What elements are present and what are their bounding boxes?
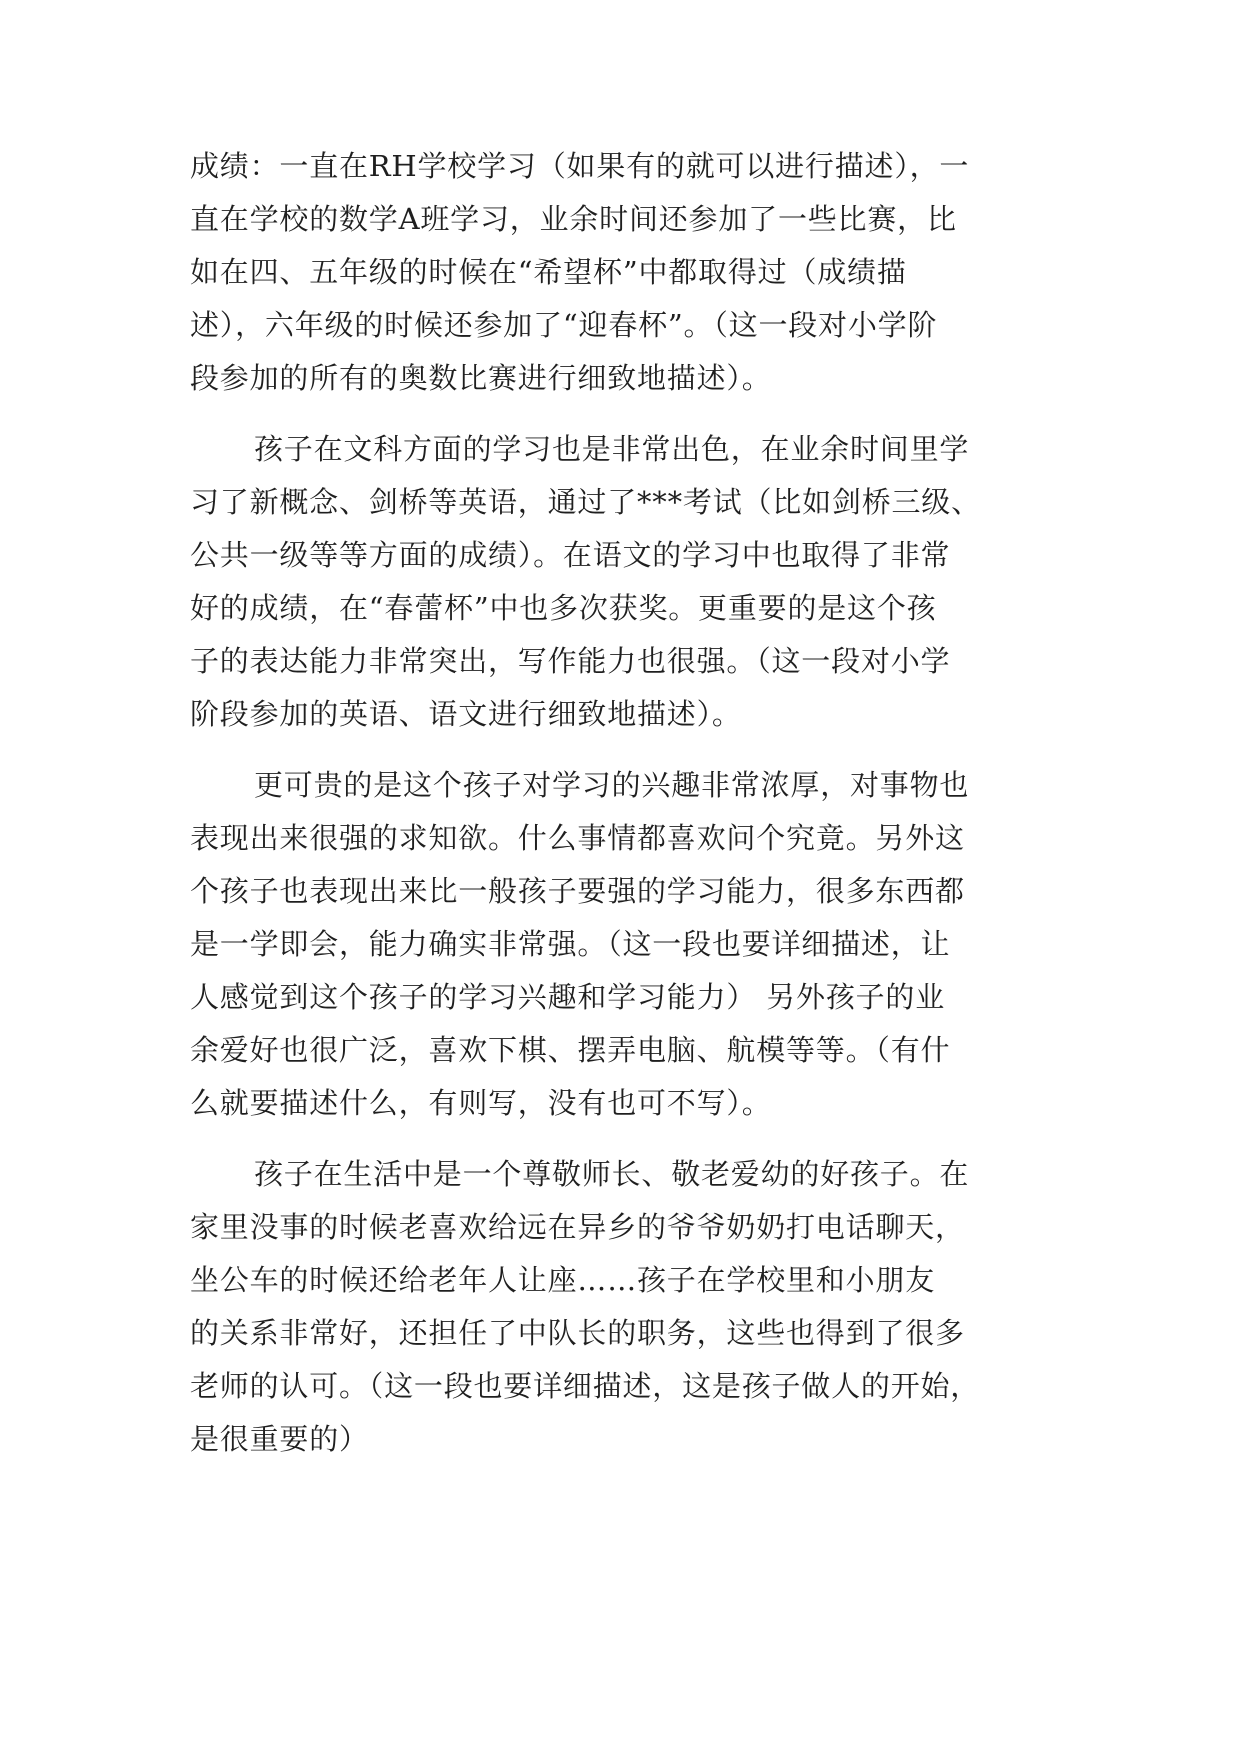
text-line: 直在学校的数学A班学习，业余时间还参加了一些比赛，比 bbox=[190, 202, 957, 236]
text-line: 阶段参加的英语、语文进行细致地描述）。 bbox=[190, 697, 742, 731]
text-line: 好的成绩，在“春蕾杯”中也多次获奖。更重要的是这个孩 bbox=[190, 591, 937, 625]
text-line: 表现出来很强的求知欲。什么事情都喜欢问个究竟。另外这 bbox=[190, 821, 965, 855]
paragraph-first-line: 孩子在文科方面的学习也是非常出色，在业余时间里学 bbox=[254, 432, 970, 466]
text-line: 老师的认可。（这一段也要详细描述，这是孩子做人的开始， bbox=[190, 1369, 981, 1403]
text-line: 是很重要的） bbox=[190, 1422, 369, 1456]
text-line: 坐公车的时候还给老年人让座……孩子在学校里和小朋友 bbox=[190, 1263, 936, 1297]
text-line: 述），六年级的时候还参加了“迎春杯”。（这一段对小学阶 bbox=[190, 308, 938, 342]
paragraph-first-line: 更可贵的是这个孩子对学习的兴趣非常浓厚，对事物也 bbox=[254, 768, 970, 802]
text-line: 么就要描述什么，有则写，没有也可不写）。 bbox=[190, 1086, 772, 1120]
text-line: 是一学即会，能力确实非常强。（这一段也要详细描述，让 bbox=[190, 927, 951, 961]
text-line: 个孩子也表现出来比一般孩子要强的学习能力，很多东西都 bbox=[190, 874, 965, 908]
text-line: 段参加的所有的奥数比赛进行细致地描述）。 bbox=[190, 361, 772, 395]
paragraph-first-line: 孩子在生活中是一个尊敬师长、敬老爱幼的好孩子。在 bbox=[254, 1157, 970, 1191]
text-line: 如在四、五年级的时候在“希望杯”中都取得过（成绩描 bbox=[190, 255, 907, 289]
text-line: 的关系非常好，还担任了中队长的职务，这些也得到了很多 bbox=[190, 1316, 965, 1350]
text-line: 家里没事的时候老喜欢给远在异乡的爷爷奶奶打电话聊天， bbox=[190, 1210, 965, 1244]
text-line: 成绩：一直在RH学校学习（如果有的就可以进行描述），一 bbox=[190, 149, 970, 183]
text-line: 习了新概念、剑桥等英语，通过了***考试（比如剑桥三级、 bbox=[190, 485, 981, 519]
text-line: 公共一级等等方面的成绩）。在语文的学习中也取得了非常 bbox=[190, 538, 951, 572]
text-line: 余爱好也很广泛，喜欢下棋、摆弄电脑、航模等等。（有什 bbox=[190, 1033, 951, 1067]
text-line: 子的表达能力非常突出，写作能力也很强。（这一段对小学 bbox=[190, 644, 951, 678]
text-line: 人感觉到这个孩子的学习兴趣和学习能力） 另外孩子的业 bbox=[190, 980, 946, 1014]
